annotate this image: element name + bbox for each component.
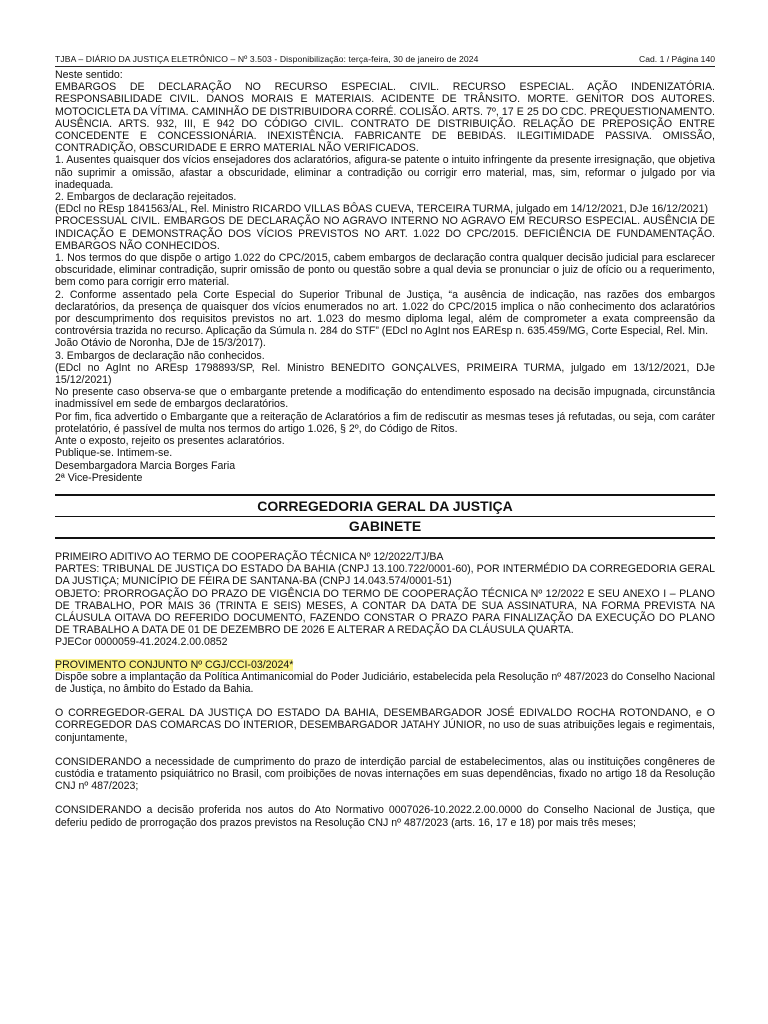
provimento-ementa: Dispõe sobre a implantação da Política Antimanicomial do Poder Judiciário, estabelecida pela Resolução nº 487/2023 do Conselho Nacional de Justiça, no âmbito do Estado da Bahia.: [55, 670, 715, 695]
process-number: PJECor 0000059-41.2024.2.00.0852: [55, 636, 228, 649]
decision-text: [55, 69, 715, 484]
paragraph: No presente caso observa-se que o embargante pretende a modificação do entendimento esposado na decisão impugnada, circunstância inadmissível em sede de embargos declaratórios.: [55, 386, 715, 411]
paragraph: Neste sentido:: [55, 69, 123, 81]
paragraph: PROCESSUAL CIVIL. EMBARGOS DE DECLARAÇÃO NO AGRAVO INTERNO NO AGRAVO EM RECURSO ESPECIAL. AUSÊNCIA DE INDICAÇÃO E DEMONSTRAÇÃO DOS VÍCIOS PREVISTOS NO ART. 1.022 DO CPC/2015. DEFICIÊNCIA DE FUNDAMENTAÇÃO. EMBARGOS NÃO CONHECIDOS.: [55, 215, 715, 252]
paragraph: Por fim, fica advertido o Embargante que a reiteração de Aclaratórios a fim de rediscutir as mesmas teses já refutadas, ou seja, com caráter protelatório, é passível de multa nos termos do artigo 1.026, § 2º, do Código de Ritos.: [55, 410, 715, 435]
paragraph: 2. Conforme assentado pela Corte Especial do Superior Tribunal de Justiça, “a ausência de indicação, nas razões dos embargos declaratórios, da presença de quaisquer dos vícios enumerados no art. 1.022 do CPC/2015 implica o não conhecimento dos aclaratórios por descumprimento dos requisitos previstos no art. 1.023 do mesmo diploma legal, além de comprometer a exata compreensão da controvérsia trazida no recurso. Aplicação da Súmula n. 284 do STF” (EDcl no AgInt nos EAREsp n. 635.459/MG, Corte Especial, Rel. Min.: [55, 288, 715, 338]
paragraph: Publique-se. Intimem-se.: [55, 447, 173, 460]
paragraph: 1. Ausentes quaisquer dos vícios ensejadores dos aclaratórios, afigura-se patente o intuito infringente da presente irresignação, que objetiva não suprimir a omissão, afastar a obscuridade, eliminar a contradição ou corrigir erro material, mas, sim, reformar o julgado por via inadequada.: [55, 154, 715, 191]
section-subtitle: GABINETE: [348, 517, 422, 534]
paragraph: 1. Nos termos do que dispõe o artigo 1.022 do CPC/2015, cabem embargos de declaração contra qualquer decisão judicial para esclarecer obscuridade, eliminar contradição, suprir omissão de ponto ou questão sobre a qual devia se pronunciar o juiz de ofício ou a requerimento, bem como para corrigir erro material.: [55, 252, 715, 289]
signatory-title: 2ª Vice-Presidente: [55, 471, 143, 484]
provimento-title-line: [55, 659, 715, 671]
paragraph: PARTES: TRIBUNAL DE JUSTIÇA DO ESTADO DA BAHIA (CNPJ 13.100.722/0001-60), POR INTERMÉDIO DA CORREGEDORIA GERAL DA JUSTIÇA; MUNICÍPIO DE FEIRA DE SANTANA-BA (CNPJ 14.043.574/0001-51): [55, 563, 715, 588]
considerando-paragraph: CONSIDERANDO a necessidade de cumprimento do prazo de interdição parcial de estabelecimentos, alas ou instituições congêneres de custódia e tratamento psiquiátrico no Brasil, com proibições de novas internações em suas dependências, fixado no artigo 18 da Resolução CNJ nº 487/2023;: [55, 755, 715, 793]
paragraph: (EDcl no REsp 1841563/AL, Rel. Ministro RICARDO VILLAS BÔAS CUEVA, TERCEIRA TURMA, julgado em 14/12/2021, DJe 16/12/2021): [55, 203, 708, 216]
paragraph: João Otávio de Noronha, DJe de 15/3/2017).: [55, 337, 266, 350]
provimento-title: PROVIMENTO CONJUNTO Nº CGJ/CCI-03/2024*: [55, 658, 294, 671]
section-title: CORREGEDORIA GERAL DA JUSTIÇA: [55, 497, 715, 517]
paragraph: PRIMEIRO ADITIVO AO TERMO DE COOPERAÇÃO TÉCNICA Nº 12/2022/TJ/BA: [55, 550, 444, 563]
page-header: [55, 54, 715, 67]
paragraph: 2. Embargos de declaração rejeitados.: [55, 191, 237, 204]
document-page: [55, 54, 715, 829]
header-page-number: Cad. 1 / Página 140: [639, 54, 715, 64]
considerando-paragraph: CONSIDERANDO a decisão proferida nos autos do Ato Normativo 0007026-10.2022.2.00.0000 do Conselho Nacional de Justiça, que deferiu pedido de prorrogação dos prazos previstos na Resolução CNJ nº 487/2023 (arts. 16, 17 e 18) por mais três meses;: [55, 804, 715, 829]
header-journal-info: TJBA – DIÁRIO DA JUSTIÇA ELETRÔNICO – Nº 3.503 - Disponibilização: terça-feira, 30 de janeiro de 2024: [55, 54, 479, 64]
provimento-preambulo: O CORREGEDOR-GERAL DA JUSTIÇA DO ESTADO DA BAHIA, DESEMBARGADOR JOSÉ EDIVALDO ROCHA ROTONDANO, e O CORREGEDOR DAS COMARCAS DO INTERIOR, DESEMBARGADOR JATAHY JÚNIOR, no uso de suas atribuições legais e regimentais, conjuntamente,: [55, 707, 715, 744]
paragraph: 3. Embargos de declaração não conhecidos.: [55, 349, 265, 362]
paragraph: EMBARGOS DE DECLARAÇÃO NO RECURSO ESPECIAL. CIVIL. RECURSO ESPECIAL. AÇÃO INDENIZATÓRIA. RESPONSABILIDADE CIVIL. DANOS MORAIS E MATERIAIS. ACIDENTE DE TRÂNSITO. MORTE. GENITOR DOS AUTORES. MOTOCICLETA DA VÍTIMA. CAMINHÃO DE DISTRIBUIDORA CORRÉ. COLISÃO. ARTS. 7º, 17 E 25 DO CDC. PREQUESTIONAMENTO. AUSÊNCIA. ARTS. 932, III, E 942 DO CÓDIGO CIVIL. CONTRATO DE DISTRIBUIÇÃO. RELAÇÃO DE PREPOSIÇÃO ENTRE CONCEDENTE E CONCESSIONÁRIA. INEXISTÊNCIA. FABRICANTE DE BEBIDAS. ILEGITIMIDADE PASSIVA. OMISSÃO, CONTRADIÇÃO, OBSCURIDADE E ERRO MATERIAL NÃO VERIFICADOS.: [55, 81, 715, 155]
aditivo-text: [55, 551, 715, 829]
paragraph: Ante o exposto, rejeito os presentes aclaratórios.: [55, 435, 285, 448]
signatory-name: Desembargadora Marcia Borges Faria: [55, 459, 236, 472]
paragraph: (EDcl no AgInt no AREsp 1798893/SP, Rel. Ministro BENEDITO GONÇALVES, PRIMEIRA TURMA, julgado em 13/12/2021, DJe 15/12/2021): [55, 361, 715, 387]
paragraph: OBJETO: PRORROGAÇÃO DO PRAZO DE VIGÊNCIA DO TERMO DE COOPERAÇÃO TÉCNICA Nº 12/2022 E SEU ANEXO I – PLANO DE TRABALHO, POR MAIS 36 (TRINTA E SEIS) MESES, A CONTAR DA DATA DE SUA ASSINATURA, NA FORMA PREVISTA NA CLÁUSULA OITAVA DO REFERIDO DOCUMENTO, FAZENDO CONSTAR O PRAZO PARA FINALIZAÇÃO DA EXECUÇÃO DO PLANO DE TRABALHO A DATA DE 01 DE DEZEMBRO DE 2026 E ALTERAR A REDAÇÃO DA CLÁUSULA QUARTA.: [55, 587, 715, 637]
section-heading: [55, 494, 715, 539]
